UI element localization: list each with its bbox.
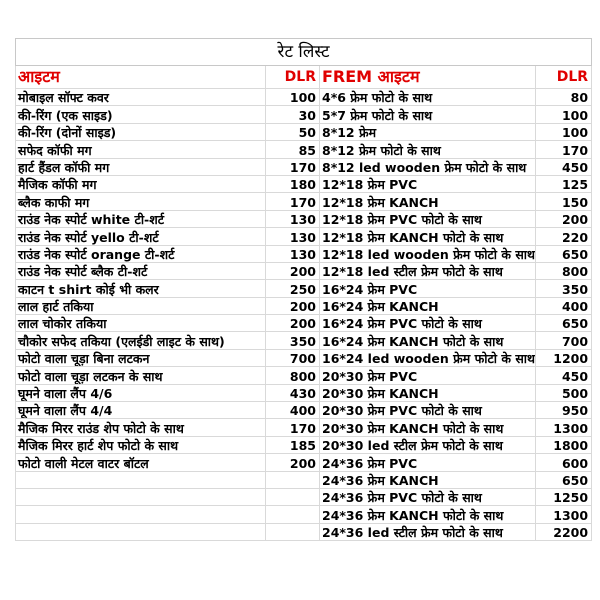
left-price-cell: 200 — [266, 454, 320, 471]
right-price-cell: 100 — [536, 106, 592, 123]
right-price-cell: 125 — [536, 175, 592, 192]
left-item-cell — [16, 471, 266, 488]
right-item-cell: 16*24 फ्रेम KANCH — [320, 297, 536, 314]
left-item-cell — [16, 506, 266, 523]
right-item-header: FREM आइटम — [320, 66, 536, 89]
right-item-cell: 20*30 फ्रेम PVC — [320, 367, 536, 384]
right-item-cell: 8*12 फ्रेम — [320, 123, 536, 140]
table-row — [16, 210, 592, 227]
table-row — [16, 123, 592, 140]
right-price-cell: 1300 — [536, 419, 592, 436]
left-price-cell — [266, 523, 320, 540]
right-price-cell: 650 — [536, 245, 592, 262]
table-row — [16, 523, 592, 540]
table-row — [16, 262, 592, 279]
left-price-cell: 130 — [266, 245, 320, 262]
left-item-cell: मैजिक मिरर राउंड शेप फोटो के साथ — [16, 419, 266, 436]
left-price-cell: 200 — [266, 262, 320, 279]
left-price-cell: 400 — [266, 402, 320, 419]
left-item-cell: मैजिक मिरर हार्ट शेप फोटो के साथ — [16, 436, 266, 453]
left-item-cell: मोबाइल सॉफ्ट कवर — [16, 89, 266, 106]
left-item-cell: ब्लैक काफी मग — [16, 193, 266, 210]
left-item-cell: लाल चोकोर तकिया — [16, 315, 266, 332]
left-item-cell: लाल हार्ट तकिया — [16, 297, 266, 314]
right-item-cell: 20*30 फ्रेम KANCH — [320, 384, 536, 401]
left-price-cell: 50 — [266, 123, 320, 140]
right-item-cell: 12*18 फ्रेम KANCH — [320, 193, 536, 210]
left-item-cell: हार्ट हैंडल कॉफी मग — [16, 158, 266, 175]
right-price-cell: 1800 — [536, 436, 592, 453]
left-item-cell: फोटो वाला चूड़ा लटकन के साथ — [16, 367, 266, 384]
left-price-cell — [266, 488, 320, 505]
right-item-cell: 8*12 led wooden फ्रेम फोटो के साथ — [320, 158, 536, 175]
right-price-cell: 800 — [536, 262, 592, 279]
table-row — [16, 89, 592, 106]
right-item-cell: 12*18 फ्रेम PVC — [320, 175, 536, 192]
right-item-cell: 16*24 फ्रेम PVC फोटो के साथ — [320, 315, 536, 332]
table-row — [16, 419, 592, 436]
right-item-cell: 16*24 फ्रेम PVC — [320, 280, 536, 297]
right-item-cell: 16*24 फ्रेम KANCH फोटो के साथ — [320, 332, 536, 349]
left-price-cell: 200 — [266, 297, 320, 314]
right-price-cell: 200 — [536, 210, 592, 227]
rate-list-sheet — [15, 38, 591, 541]
right-price-cell: 450 — [536, 367, 592, 384]
left-price-cell: 700 — [266, 349, 320, 366]
right-item-cell: 20*30 फ्रेम PVC फोटो के साथ — [320, 402, 536, 419]
table-row — [16, 193, 592, 210]
left-item-cell — [16, 523, 266, 540]
right-item-cell: 24*36 फ्रेम KANCH — [320, 471, 536, 488]
table-row — [16, 332, 592, 349]
left-item-cell: फोटो वाला चूड़ा बिना लटकन — [16, 349, 266, 366]
right-price-cell: 1200 — [536, 349, 592, 366]
left-item-cell: राउंड नेक स्पोर्ट ब्लैक टी-शर्ट — [16, 262, 266, 279]
table-row — [16, 349, 592, 366]
right-item-cell: 12*18 फ्रेम KANCH फोटो के साथ — [320, 228, 536, 245]
left-item-cell: घूमने वाला लैंप 4/4 — [16, 402, 266, 419]
right-item-cell: 8*12 फ्रेम फोटो के साथ — [320, 141, 536, 158]
right-price-cell: 700 — [536, 332, 592, 349]
right-item-cell: 4*6 फ्रेम फोटो के साथ — [320, 89, 536, 106]
left-price-cell: 170 — [266, 419, 320, 436]
right-price-cell: 650 — [536, 471, 592, 488]
right-price-cell: 500 — [536, 384, 592, 401]
table-row — [16, 384, 592, 401]
right-item-cell: 24*36 फ्रेम KANCH फोटो के साथ — [320, 506, 536, 523]
right-item-cell: 12*18 led स्टील फ्रेम फोटो के साथ — [320, 262, 536, 279]
right-item-cell: 24*36 फ्रेम PVC फोटो के साथ — [320, 488, 536, 505]
table-row — [16, 506, 592, 523]
left-price-cell: 800 — [266, 367, 320, 384]
rate-list-title: रेट लिस्ट — [16, 39, 592, 66]
left-price-cell: 170 — [266, 193, 320, 210]
left-price-cell: 350 — [266, 332, 320, 349]
right-item-cell: 12*18 led wooden फ्रेम फोटो के साथ — [320, 245, 536, 262]
left-item-cell: काटन t shirt कोई भी कलर — [16, 280, 266, 297]
right-item-cell: 20*30 led स्टील फ्रेम फोटो के साथ — [320, 436, 536, 453]
right-item-cell: 20*30 फ्रेम KANCH फोटो के साथ — [320, 419, 536, 436]
table-row — [16, 402, 592, 419]
left-price-cell: 30 — [266, 106, 320, 123]
right-item-cell: 24*36 led स्टील फ्रेम फोटो के साथ — [320, 523, 536, 540]
table-row — [16, 141, 592, 158]
left-item-cell: की-रिंग (दोनों साइड) — [16, 123, 266, 140]
left-price-cell: 200 — [266, 315, 320, 332]
table-row — [16, 245, 592, 262]
left-price-cell: 130 — [266, 228, 320, 245]
left-item-cell: सफेद कॉफी मग — [16, 141, 266, 158]
right-price-cell: 170 — [536, 141, 592, 158]
table-row — [16, 106, 592, 123]
right-price-cell: 1300 — [536, 506, 592, 523]
left-price-cell: 180 — [266, 175, 320, 192]
left-price-cell: 185 — [266, 436, 320, 453]
left-item-cell — [16, 488, 266, 505]
left-item-cell: की-रिंग (एक साइड) — [16, 106, 266, 123]
right-price-cell: 650 — [536, 315, 592, 332]
table-row — [16, 228, 592, 245]
left-price-cell: 85 — [266, 141, 320, 158]
rate-list-table — [15, 38, 592, 541]
table-row — [16, 280, 592, 297]
left-price-cell: 430 — [266, 384, 320, 401]
right-price-cell: 600 — [536, 454, 592, 471]
right-price-cell: 350 — [536, 280, 592, 297]
title-row — [16, 39, 592, 66]
right-price-header: DLR — [536, 66, 592, 89]
right-price-cell: 80 — [536, 89, 592, 106]
left-item-cell: चौकोर सफेद तकिया (एलईडी लाइट के साथ) — [16, 332, 266, 349]
table-row — [16, 471, 592, 488]
right-price-cell: 220 — [536, 228, 592, 245]
table-row — [16, 488, 592, 505]
left-price-header: DLR — [266, 66, 320, 89]
right-item-cell: 12*18 फ्रेम PVC फोटो के साथ — [320, 210, 536, 227]
right-price-cell: 150 — [536, 193, 592, 210]
left-item-cell: राउंड नेक स्पोर्ट orange टी-शर्ट — [16, 245, 266, 262]
left-item-cell: घूमने वाला लैंप 4/6 — [16, 384, 266, 401]
table-row — [16, 367, 592, 384]
right-price-cell: 450 — [536, 158, 592, 175]
left-price-cell: 100 — [266, 89, 320, 106]
left-item-header: आइटम — [16, 66, 266, 89]
right-item-cell: 24*36 फ्रेम PVC — [320, 454, 536, 471]
right-item-cell: 5*7 फ्रेम फोटो के साथ — [320, 106, 536, 123]
header-row — [16, 66, 592, 89]
table-row — [16, 436, 592, 453]
left-item-cell: फोटो वाली मेटल वाटर बॉटल — [16, 454, 266, 471]
right-price-cell: 100 — [536, 123, 592, 140]
left-item-cell: मैजिक कॉफी मग — [16, 175, 266, 192]
left-item-cell: राउंड नेक स्पोर्ट white टी-शर्ट — [16, 210, 266, 227]
right-price-cell: 950 — [536, 402, 592, 419]
right-price-cell: 2200 — [536, 523, 592, 540]
left-price-cell: 250 — [266, 280, 320, 297]
right-item-cell: 16*24 led wooden फ्रेम फोटो के साथ — [320, 349, 536, 366]
table-row — [16, 158, 592, 175]
table-row — [16, 315, 592, 332]
left-item-cell: राउंड नेक स्पोर्ट yello टी-शर्ट — [16, 228, 266, 245]
left-price-cell: 170 — [266, 158, 320, 175]
right-price-cell: 1250 — [536, 488, 592, 505]
table-row — [16, 454, 592, 471]
left-price-cell — [266, 471, 320, 488]
right-price-cell: 400 — [536, 297, 592, 314]
left-price-cell: 130 — [266, 210, 320, 227]
table-row — [16, 175, 592, 192]
table-row — [16, 297, 592, 314]
left-price-cell — [266, 506, 320, 523]
